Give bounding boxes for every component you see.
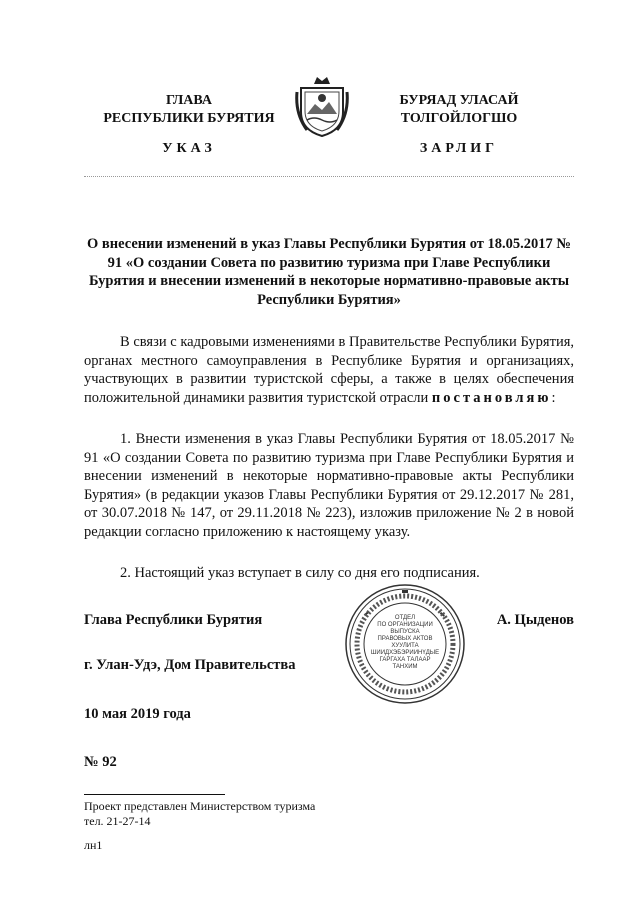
document-title: О внесении изменений в указ Главы Республики Бурятия от 18.05.2017 № 91 «О создании Совета по развитию туризма при Главе Республики Бурятия и внесении изменений в некоторые нормативно-правовые акты Республики Бурятия» [87,236,571,308]
seal-line-1: ОТДЕЛ [394,615,416,621]
header-left-doc-type: УКАЗ [162,141,216,156]
preamble-text: В связи с кадровыми изменениями в Правительстве Республики Бурятия, органах местного самоуправления в Республике Бурятия и организациях, участвующих в развитии туристской сферы, а также в целях обеспечения положительной динамики развития туристской отрасли [84,334,574,406]
header-separator [84,176,574,177]
item-1-paragraph: 1. Внести изменения в указ Главы Республики Бурятия от 18.05.2017 № 91 «О создании Совета по развитию туризма при Главе Республики Бурятия и внесении изменений в некоторые нормативно-правовые акты Республики Бурятия» (в редакции указов Главы Республики Бурятия от 29.12.2017 № 281, от 30.07.2018 № 147, от 29.11.2018 № 223), изложив приложение № 2 в новой редакции согласно приложению к настоящему указу. [84,431,574,540]
date-text: 10 мая 2019 года [84,706,191,722]
footer-project-note: Проект представлен Министерством туризма [84,799,316,813]
header-right-title-1: БУРЯАД УЛАСАЙ [399,93,519,108]
document-number: № 92 [84,754,117,770]
seal-line-2: ПО ОРГАНИЗАЦИИ [377,622,433,628]
seal-line-3: ВЫПУСКА [390,629,420,635]
seal-line-7: ГАРГАХА ТАЛААР [379,657,431,663]
seal-line-6: ШИИДХЭБЭРИИНҮДЫЕ [370,650,440,656]
item-2-paragraph: 2. Настоящий указ вступает в силу со дня его подписания. [120,565,480,581]
footer-code: лн1 [84,838,103,852]
header-right-title-2: ТОЛГОЙЛОГШО [400,111,518,126]
header-left-title-2: РЕСПУБЛИКИ БУРЯТИЯ [103,111,275,126]
signature-position: Глава Республики Бурятия [84,612,263,628]
place-text: г. Улан-Удэ, Дом Правительства [84,657,296,673]
seal-line-5: ХУУЛИТА [391,643,419,649]
seal-line-8: ТАНХИМ [392,664,418,670]
preamble-colon: : [551,389,556,406]
preamble-paragraph [84,333,574,407]
footer-phone: тел. 21-27-14 [84,814,151,828]
footer-separator [84,794,225,795]
emblem-icon [293,74,351,140]
signature-name: А. Цыденов [496,612,574,628]
header-right-doc-type: ЗАРЛИГ [419,141,499,156]
header-left-title-1: ГЛАВА [166,93,212,108]
seal-text [364,615,446,671]
seal-line-4: ПРАВОВЫХ АКТОВ [377,636,433,642]
postanovlyayu-text: постановляю [431,389,552,406]
official-seal-icon [344,583,466,705]
